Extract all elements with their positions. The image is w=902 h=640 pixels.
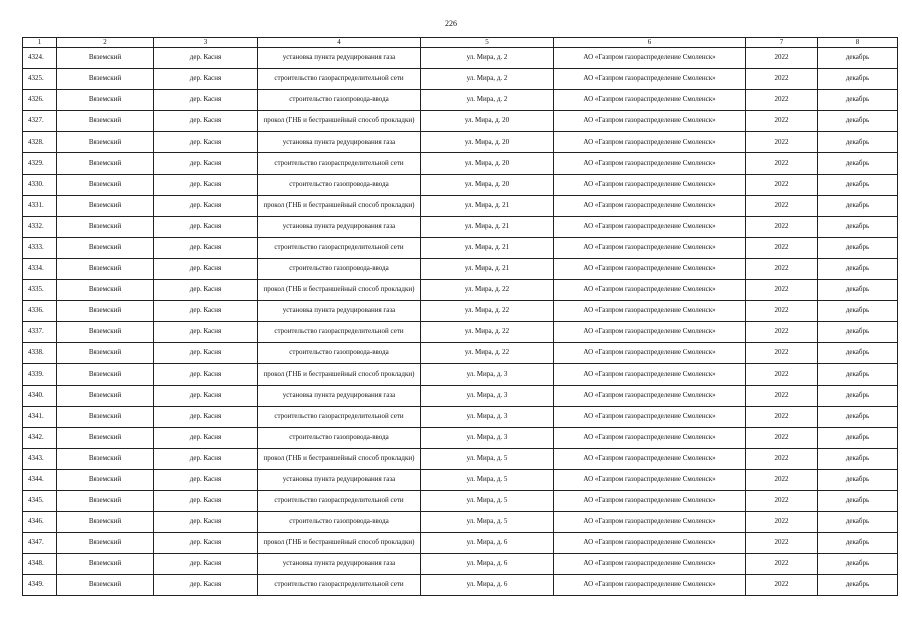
district-cell: Вяземский (57, 575, 154, 596)
district-cell: Вяземский (57, 364, 154, 385)
year-cell: 2022 (746, 322, 818, 343)
table-header-row (23, 38, 898, 48)
organization-cell: АО «Газпром газораспределение Смоленск» (554, 469, 746, 490)
work-type-cell: прокол (ГНБ и бестраншейный способ прокладки) (258, 111, 421, 132)
district-cell: Вяземский (57, 280, 154, 301)
settlement-cell: дер. Касня (154, 343, 258, 364)
address-cell: ул. Мира, д. 2 (421, 90, 554, 111)
work-type-cell: строительство газопровода-ввода (258, 258, 421, 279)
row-number: 4330. (23, 174, 57, 195)
table-row (23, 322, 898, 343)
district-cell: Вяземский (57, 322, 154, 343)
district-cell: Вяземский (57, 195, 154, 216)
organization-cell: АО «Газпром газораспределение Смоленск» (554, 153, 746, 174)
address-cell: ул. Мира, д. 21 (421, 258, 554, 279)
month-cell: декабрь (818, 385, 898, 406)
organization-cell: АО «Газпром газораспределение Смоленск» (554, 427, 746, 448)
settlement-cell: дер. Касня (154, 448, 258, 469)
month-cell: декабрь (818, 406, 898, 427)
work-type-cell: установка пункта редуцирования газа (258, 554, 421, 575)
work-type-cell: строительство газораспределительной сети (258, 69, 421, 90)
table-row (23, 132, 898, 153)
year-cell: 2022 (746, 258, 818, 279)
table-row (23, 237, 898, 258)
district-cell: Вяземский (57, 427, 154, 448)
row-number: 4335. (23, 280, 57, 301)
row-number: 4326. (23, 90, 57, 111)
column-header: 4 (258, 38, 421, 48)
row-number: 4333. (23, 237, 57, 258)
settlement-cell: дер. Касня (154, 385, 258, 406)
month-cell: декабрь (818, 195, 898, 216)
settlement-cell: дер. Касня (154, 132, 258, 153)
organization-cell: АО «Газпром газораспределение Смоленск» (554, 554, 746, 575)
table-row (23, 406, 898, 427)
settlement-cell: дер. Касня (154, 69, 258, 90)
row-number: 4327. (23, 111, 57, 132)
district-cell: Вяземский (57, 512, 154, 533)
address-cell: ул. Мира, д. 3 (421, 427, 554, 448)
month-cell: декабрь (818, 111, 898, 132)
address-cell: ул. Мира, д. 3 (421, 364, 554, 385)
settlement-cell: дер. Касня (154, 195, 258, 216)
month-cell: декабрь (818, 48, 898, 69)
district-cell: Вяземский (57, 90, 154, 111)
organization-cell: АО «Газпром газораспределение Смоленск» (554, 343, 746, 364)
address-cell: ул. Мира, д. 22 (421, 301, 554, 322)
table-row (23, 512, 898, 533)
settlement-cell: дер. Касня (154, 153, 258, 174)
work-type-cell: строительство газопровода-ввода (258, 343, 421, 364)
year-cell: 2022 (746, 512, 818, 533)
settlement-cell: дер. Касня (154, 533, 258, 554)
month-cell: декабрь (818, 575, 898, 596)
month-cell: декабрь (818, 258, 898, 279)
year-cell: 2022 (746, 427, 818, 448)
organization-cell: АО «Газпром газораспределение Смоленск» (554, 69, 746, 90)
address-cell: ул. Мира, д. 2 (421, 48, 554, 69)
organization-cell: АО «Газпром газораспределение Смоленск» (554, 216, 746, 237)
address-cell: ул. Мира, д. 5 (421, 490, 554, 511)
organization-cell: АО «Газпром газораспределение Смоленск» (554, 237, 746, 258)
row-number: 4343. (23, 448, 57, 469)
row-number: 4338. (23, 343, 57, 364)
table-row (23, 48, 898, 69)
month-cell: декабрь (818, 554, 898, 575)
year-cell: 2022 (746, 364, 818, 385)
work-type-cell: строительство газопровода-ввода (258, 427, 421, 448)
work-type-cell: установка пункта редуцирования газа (258, 132, 421, 153)
work-type-cell: установка пункта редуцирования газа (258, 48, 421, 69)
row-number: 4329. (23, 153, 57, 174)
settlement-cell: дер. Касня (154, 111, 258, 132)
address-cell: ул. Мира, д. 21 (421, 216, 554, 237)
row-number: 4349. (23, 575, 57, 596)
settlement-cell: дер. Касня (154, 258, 258, 279)
district-cell: Вяземский (57, 237, 154, 258)
month-cell: декабрь (818, 343, 898, 364)
column-header: 2 (57, 38, 154, 48)
year-cell: 2022 (746, 448, 818, 469)
address-cell: ул. Мира, д. 20 (421, 132, 554, 153)
year-cell: 2022 (746, 174, 818, 195)
organization-cell: АО «Газпром газораспределение Смоленск» (554, 90, 746, 111)
month-cell: декабрь (818, 469, 898, 490)
work-type-cell: строительство газораспределительной сети (258, 153, 421, 174)
work-type-cell: установка пункта редуцирования газа (258, 216, 421, 237)
table-row (23, 427, 898, 448)
work-type-cell: установка пункта редуцирования газа (258, 301, 421, 322)
address-cell: ул. Мира, д. 22 (421, 343, 554, 364)
table-row (23, 174, 898, 195)
column-header: 3 (154, 38, 258, 48)
month-cell: декабрь (818, 512, 898, 533)
table-row (23, 575, 898, 596)
work-type-cell: строительство газораспределительной сети (258, 406, 421, 427)
settlement-cell: дер. Касня (154, 216, 258, 237)
organization-cell: АО «Газпром газораспределение Смоленск» (554, 322, 746, 343)
row-number: 4341. (23, 406, 57, 427)
year-cell: 2022 (746, 69, 818, 90)
district-cell: Вяземский (57, 448, 154, 469)
table-row (23, 343, 898, 364)
settlement-cell: дер. Касня (154, 554, 258, 575)
row-number: 4346. (23, 512, 57, 533)
registry-table (22, 37, 898, 596)
column-header: 8 (818, 38, 898, 48)
month-cell: декабрь (818, 132, 898, 153)
row-number: 4331. (23, 195, 57, 216)
table-row (23, 195, 898, 216)
work-type-cell: прокол (ГНБ и бестраншейный способ прокладки) (258, 364, 421, 385)
month-cell: декабрь (818, 427, 898, 448)
address-cell: ул. Мира, д. 21 (421, 237, 554, 258)
organization-cell: АО «Газпром газораспределение Смоленск» (554, 575, 746, 596)
settlement-cell: дер. Касня (154, 490, 258, 511)
year-cell: 2022 (746, 111, 818, 132)
year-cell: 2022 (746, 575, 818, 596)
year-cell: 2022 (746, 153, 818, 174)
district-cell: Вяземский (57, 216, 154, 237)
year-cell: 2022 (746, 406, 818, 427)
address-cell: ул. Мира, д. 2 (421, 69, 554, 90)
year-cell: 2022 (746, 195, 818, 216)
page-number: 226 (445, 19, 457, 28)
row-number: 4339. (23, 364, 57, 385)
row-number: 4342. (23, 427, 57, 448)
table-row (23, 533, 898, 554)
organization-cell: АО «Газпром газораспределение Смоленск» (554, 385, 746, 406)
month-cell: декабрь (818, 301, 898, 322)
year-cell: 2022 (746, 132, 818, 153)
organization-cell: АО «Газпром газораспределение Смоленск» (554, 132, 746, 153)
address-cell: ул. Мира, д. 20 (421, 111, 554, 132)
district-cell: Вяземский (57, 533, 154, 554)
settlement-cell: дер. Касня (154, 575, 258, 596)
year-cell: 2022 (746, 90, 818, 111)
year-cell: 2022 (746, 469, 818, 490)
column-header: 6 (554, 38, 746, 48)
address-cell: ул. Мира, д. 5 (421, 469, 554, 490)
year-cell: 2022 (746, 48, 818, 69)
address-cell: ул. Мира, д. 20 (421, 153, 554, 174)
address-cell: ул. Мира, д. 22 (421, 322, 554, 343)
district-cell: Вяземский (57, 111, 154, 132)
district-cell: Вяземский (57, 258, 154, 279)
district-cell: Вяземский (57, 69, 154, 90)
row-number: 4324. (23, 48, 57, 69)
settlement-cell: дер. Касня (154, 280, 258, 301)
address-cell: ул. Мира, д. 20 (421, 174, 554, 195)
row-number: 4340. (23, 385, 57, 406)
month-cell: декабрь (818, 216, 898, 237)
address-cell: ул. Мира, д. 6 (421, 554, 554, 575)
organization-cell: АО «Газпром газораспределение Смоленск» (554, 490, 746, 511)
settlement-cell: дер. Касня (154, 237, 258, 258)
table-row (23, 111, 898, 132)
row-number: 4336. (23, 301, 57, 322)
district-cell: Вяземский (57, 48, 154, 69)
work-type-cell: прокол (ГНБ и бестраншейный способ прокладки) (258, 448, 421, 469)
address-cell: ул. Мира, д. 21 (421, 195, 554, 216)
work-type-cell: прокол (ГНБ и бестраншейный способ прокладки) (258, 280, 421, 301)
organization-cell: АО «Газпром газораспределение Смоленск» (554, 258, 746, 279)
district-cell: Вяземский (57, 174, 154, 195)
district-cell: Вяземский (57, 469, 154, 490)
organization-cell: АО «Газпром газораспределение Смоленск» (554, 406, 746, 427)
district-cell: Вяземский (57, 385, 154, 406)
work-type-cell: установка пункта редуцирования газа (258, 469, 421, 490)
month-cell: декабрь (818, 533, 898, 554)
work-type-cell: прокол (ГНБ и бестраншейный способ прокладки) (258, 533, 421, 554)
work-type-cell: строительство газопровода-ввода (258, 90, 421, 111)
row-number: 4348. (23, 554, 57, 575)
organization-cell: АО «Газпром газораспределение Смоленск» (554, 364, 746, 385)
year-cell: 2022 (746, 216, 818, 237)
table-row (23, 90, 898, 111)
table-row (23, 280, 898, 301)
month-cell: декабрь (818, 174, 898, 195)
column-header: 7 (746, 38, 818, 48)
settlement-cell: дер. Касня (154, 364, 258, 385)
work-type-cell: строительство газораспределительной сети (258, 490, 421, 511)
month-cell: декабрь (818, 69, 898, 90)
address-cell: ул. Мира, д. 5 (421, 512, 554, 533)
work-type-cell: прокол (ГНБ и бестраншейный способ прокладки) (258, 195, 421, 216)
month-cell: декабрь (818, 322, 898, 343)
organization-cell: АО «Газпром газораспределение Смоленск» (554, 111, 746, 132)
month-cell: декабрь (818, 448, 898, 469)
table-row (23, 490, 898, 511)
district-cell: Вяземский (57, 132, 154, 153)
year-cell: 2022 (746, 237, 818, 258)
year-cell: 2022 (746, 385, 818, 406)
address-cell: ул. Мира, д. 5 (421, 448, 554, 469)
year-cell: 2022 (746, 343, 818, 364)
organization-cell: АО «Газпром газораспределение Смоленск» (554, 533, 746, 554)
column-header: 5 (421, 38, 554, 48)
district-cell: Вяземский (57, 153, 154, 174)
address-cell: ул. Мира, д. 22 (421, 280, 554, 301)
row-number: 4325. (23, 69, 57, 90)
month-cell: декабрь (818, 153, 898, 174)
row-number: 4347. (23, 533, 57, 554)
table-row (23, 469, 898, 490)
month-cell: декабрь (818, 280, 898, 301)
organization-cell: АО «Газпром газораспределение Смоленск» (554, 512, 746, 533)
settlement-cell: дер. Касня (154, 90, 258, 111)
settlement-cell: дер. Касня (154, 174, 258, 195)
work-type-cell: строительство газопровода-ввода (258, 174, 421, 195)
district-cell: Вяземский (57, 343, 154, 364)
settlement-cell: дер. Касня (154, 512, 258, 533)
year-cell: 2022 (746, 280, 818, 301)
district-cell: Вяземский (57, 490, 154, 511)
table-row (23, 258, 898, 279)
row-number: 4337. (23, 322, 57, 343)
table-row (23, 364, 898, 385)
row-number: 4332. (23, 216, 57, 237)
row-number: 4345. (23, 490, 57, 511)
settlement-cell: дер. Касня (154, 427, 258, 448)
table-body (23, 38, 898, 596)
address-cell: ул. Мира, д. 6 (421, 575, 554, 596)
year-cell: 2022 (746, 554, 818, 575)
row-number: 4334. (23, 258, 57, 279)
year-cell: 2022 (746, 301, 818, 322)
month-cell: декабрь (818, 364, 898, 385)
work-type-cell: строительство газораспределительной сети (258, 322, 421, 343)
address-cell: ул. Мира, д. 3 (421, 385, 554, 406)
table-row (23, 301, 898, 322)
column-header: 1 (23, 38, 57, 48)
district-cell: Вяземский (57, 406, 154, 427)
row-number: 4328. (23, 132, 57, 153)
address-cell: ул. Мира, д. 3 (421, 406, 554, 427)
table-row (23, 385, 898, 406)
settlement-cell: дер. Касня (154, 322, 258, 343)
table-row (23, 69, 898, 90)
organization-cell: АО «Газпром газораспределение Смоленск» (554, 48, 746, 69)
organization-cell: АО «Газпром газораспределение Смоленск» (554, 280, 746, 301)
work-type-cell: строительство газораспределительной сети (258, 237, 421, 258)
work-type-cell: строительство газопровода-ввода (258, 512, 421, 533)
settlement-cell: дер. Касня (154, 48, 258, 69)
table-row (23, 153, 898, 174)
settlement-cell: дер. Касня (154, 406, 258, 427)
year-cell: 2022 (746, 533, 818, 554)
year-cell: 2022 (746, 490, 818, 511)
organization-cell: АО «Газпром газораспределение Смоленск» (554, 301, 746, 322)
organization-cell: АО «Газпром газораспределение Смоленск» (554, 174, 746, 195)
month-cell: декабрь (818, 490, 898, 511)
organization-cell: АО «Газпром газораспределение Смоленск» (554, 448, 746, 469)
work-type-cell: установка пункта редуцирования газа (258, 385, 421, 406)
settlement-cell: дер. Касня (154, 469, 258, 490)
settlement-cell: дер. Касня (154, 301, 258, 322)
month-cell: декабрь (818, 237, 898, 258)
month-cell: декабрь (818, 90, 898, 111)
row-number: 4344. (23, 469, 57, 490)
district-cell: Вяземский (57, 554, 154, 575)
table-row (23, 554, 898, 575)
district-cell: Вяземский (57, 301, 154, 322)
work-type-cell: строительство газораспределительной сети (258, 575, 421, 596)
table-row (23, 216, 898, 237)
organization-cell: АО «Газпром газораспределение Смоленск» (554, 195, 746, 216)
table-row (23, 448, 898, 469)
address-cell: ул. Мира, д. 6 (421, 533, 554, 554)
